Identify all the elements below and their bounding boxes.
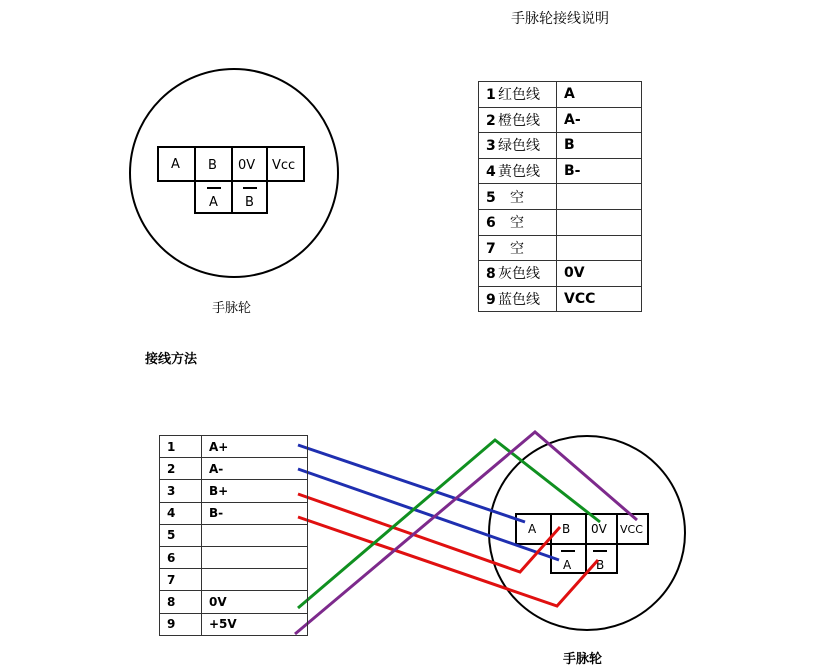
color-table-desc-cell — [479, 158, 557, 184]
pin-table-signal — [202, 546, 308, 568]
pin-label-bottom-0v: 0V — [591, 522, 607, 536]
pin-label-top-b: B — [208, 158, 217, 173]
page-title: 手脉轮接线说明 — [511, 11, 609, 27]
color-table-desc: 红色线 — [498, 87, 540, 104]
pin-table-num: 7 — [160, 569, 202, 591]
color-table-num: 5 — [486, 189, 496, 206]
color-table-row — [479, 107, 642, 133]
color-table-desc-cell — [479, 209, 557, 235]
pin-table-signal — [202, 524, 308, 546]
color-table-desc: 黄色线 — [498, 164, 540, 181]
pin-label-top-0v: 0V — [238, 158, 256, 173]
color-table-row — [479, 82, 642, 108]
pin-table-signal — [202, 569, 308, 591]
pin-table-signal: A+ — [202, 436, 308, 458]
pin-table-signal: B- — [202, 502, 308, 524]
color-table-signal: B- — [557, 158, 642, 184]
color-table-signal: A- — [557, 107, 642, 133]
color-table-desc: 空 — [510, 240, 524, 257]
pin-table-row — [160, 502, 308, 524]
pin-label-top-a-bar: A — [209, 195, 218, 210]
color-table-row — [479, 184, 642, 210]
color-table-num: 6 — [486, 215, 496, 232]
color-table-desc: 蓝色线 — [498, 292, 540, 309]
pin-table-signal: A- — [202, 458, 308, 480]
color-table-row — [479, 286, 642, 312]
color-table-num: 3 — [486, 138, 496, 155]
color-table-desc: 绿色线 — [498, 138, 540, 155]
pin-label-top-vcc: Vcc — [272, 158, 296, 173]
pin-label-bottom-b: B — [562, 522, 571, 536]
pin-table — [159, 435, 308, 636]
color-table-signal: VCC — [557, 286, 642, 312]
pin-table-num: 6 — [160, 546, 202, 568]
pin-table-num: 1 — [160, 436, 202, 458]
color-table-desc: 空 — [510, 189, 524, 206]
pin-table-row — [160, 480, 308, 502]
pin-label-bottom-a: A — [528, 522, 537, 536]
color-table-signal — [557, 235, 642, 261]
color-table-num: 7 — [486, 240, 496, 257]
pin-table-row — [160, 524, 308, 546]
color-table-desc-cell — [479, 261, 557, 287]
color-table-signal — [557, 184, 642, 210]
color-table-desc-cell — [479, 107, 557, 133]
pin-table-num: 2 — [160, 458, 202, 480]
pin-table-row — [160, 613, 308, 635]
color-table-desc: 空 — [510, 215, 524, 232]
color-table-num: 4 — [486, 164, 496, 181]
color-table-row — [479, 133, 642, 159]
pin-table-row — [160, 546, 308, 568]
pin-table-num: 8 — [160, 591, 202, 613]
color-table-desc: 灰色线 — [498, 266, 540, 283]
color-table-desc-cell — [479, 82, 557, 108]
color-table-num: 1 — [486, 87, 496, 104]
color-table-desc: 橙色线 — [498, 112, 540, 129]
color-table-signal: B — [557, 133, 642, 159]
pin-table-num: 3 — [160, 480, 202, 502]
color-table-num: 8 — [486, 266, 496, 283]
pin-label-top-b-bar: B — [245, 195, 254, 210]
color-table-signal: 0V — [557, 261, 642, 287]
pin-label-bottom-vcc: VCC — [620, 523, 643, 536]
color-table-desc-cell — [479, 184, 557, 210]
pin-table-row — [160, 591, 308, 613]
color-table-desc-cell — [479, 235, 557, 261]
color-table-desc-cell — [479, 133, 557, 159]
color-table-row — [479, 235, 642, 261]
wiring-method-title: 接线方法 — [145, 352, 198, 367]
bottom-diagram-caption: 手脉轮 — [563, 652, 603, 667]
color-table — [478, 81, 642, 312]
color-table-row — [479, 158, 642, 184]
pin-table-row — [160, 569, 308, 591]
color-table-desc-cell — [479, 286, 557, 312]
pin-table-signal: 0V — [202, 591, 308, 613]
pin-table-row — [160, 458, 308, 480]
color-table-row — [479, 209, 642, 235]
pin-table-row — [160, 436, 308, 458]
top-diagram-caption: 手脉轮 — [212, 301, 252, 316]
pin-label-top-a: A — [171, 157, 180, 172]
pin-table-num: 4 — [160, 502, 202, 524]
color-table-signal: A — [557, 82, 642, 108]
pin-label-bottom-b-bar: B — [596, 558, 605, 572]
pin-table-signal: B+ — [202, 480, 308, 502]
color-table-num: 2 — [486, 112, 496, 129]
color-table-num: 9 — [486, 292, 496, 309]
pin-table-num: 5 — [160, 524, 202, 546]
color-table-signal — [557, 209, 642, 235]
pin-table-signal: +5V — [202, 613, 308, 635]
pin-table-num: 9 — [160, 613, 202, 635]
pin-label-bottom-a-bar: A — [563, 558, 572, 572]
color-table-row — [479, 261, 642, 287]
